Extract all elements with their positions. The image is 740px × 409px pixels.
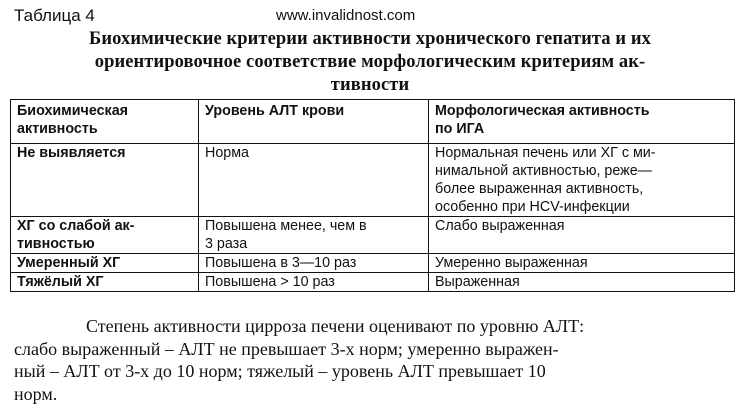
table-row [11,144,735,217]
table-title [22,28,718,97]
table-row [11,217,735,254]
cell-activity: ХГ со слабой ак- тивностью [11,217,199,254]
cell-alt: Повышена > 10 раз [199,273,429,292]
header-biochemical-activity: Биохимическая активность [11,100,199,144]
title-line: Биохимические критерии активности хронического гепатита и их [89,29,651,49]
cell-morphology: Слабо выраженная [429,217,735,254]
header-alt-level: Уровень АЛТ крови [199,100,429,144]
cell-morphology: Умеренно выраженная [429,254,735,273]
cell-activity: Не выявляется [11,144,199,217]
title-line: ориентировочное соответствие морфологическим критериям ак- [94,52,646,72]
cell-morphology: Выраженная [429,273,735,292]
cell-morphology: Нормальная печень или ХГ с ми- нимальной активностью, реже— более выраженная активность, особенно при HCV-инфекции [429,144,735,217]
cell-alt: Повышена менее, чем в 3 раза [199,217,429,254]
paragraph-line: норм. [14,383,58,404]
cell-alt: Норма [199,144,429,217]
paragraph-line: слабо выраженный – АЛТ не превышает 3-х норм; умеренно выражен- [14,338,559,359]
criteria-table [10,99,735,292]
header-morphological-activity: Морфологическая активность по ИГА [429,100,735,144]
cell-alt: Повышена в 3—10 раз [199,254,429,273]
website-watermark: www.invalidnost.com [276,7,416,24]
table-number-label: Таблица 4 [14,6,95,25]
body-paragraph [14,315,722,405]
title-line: тивности [330,75,410,95]
cell-activity: Умеренный ХГ [11,254,199,273]
paragraph-line: Степень активности цирроза печени оценивают по уровню АЛТ: [86,316,585,336]
table-header-row [11,100,735,144]
table-row [11,254,735,273]
paragraph-line: ный – АЛТ от 3-х до 10 норм; тяжелый – уровень АЛТ превышает 10 [14,361,546,381]
table-row [11,273,735,292]
cell-activity: Тяжёлый ХГ [11,273,199,292]
